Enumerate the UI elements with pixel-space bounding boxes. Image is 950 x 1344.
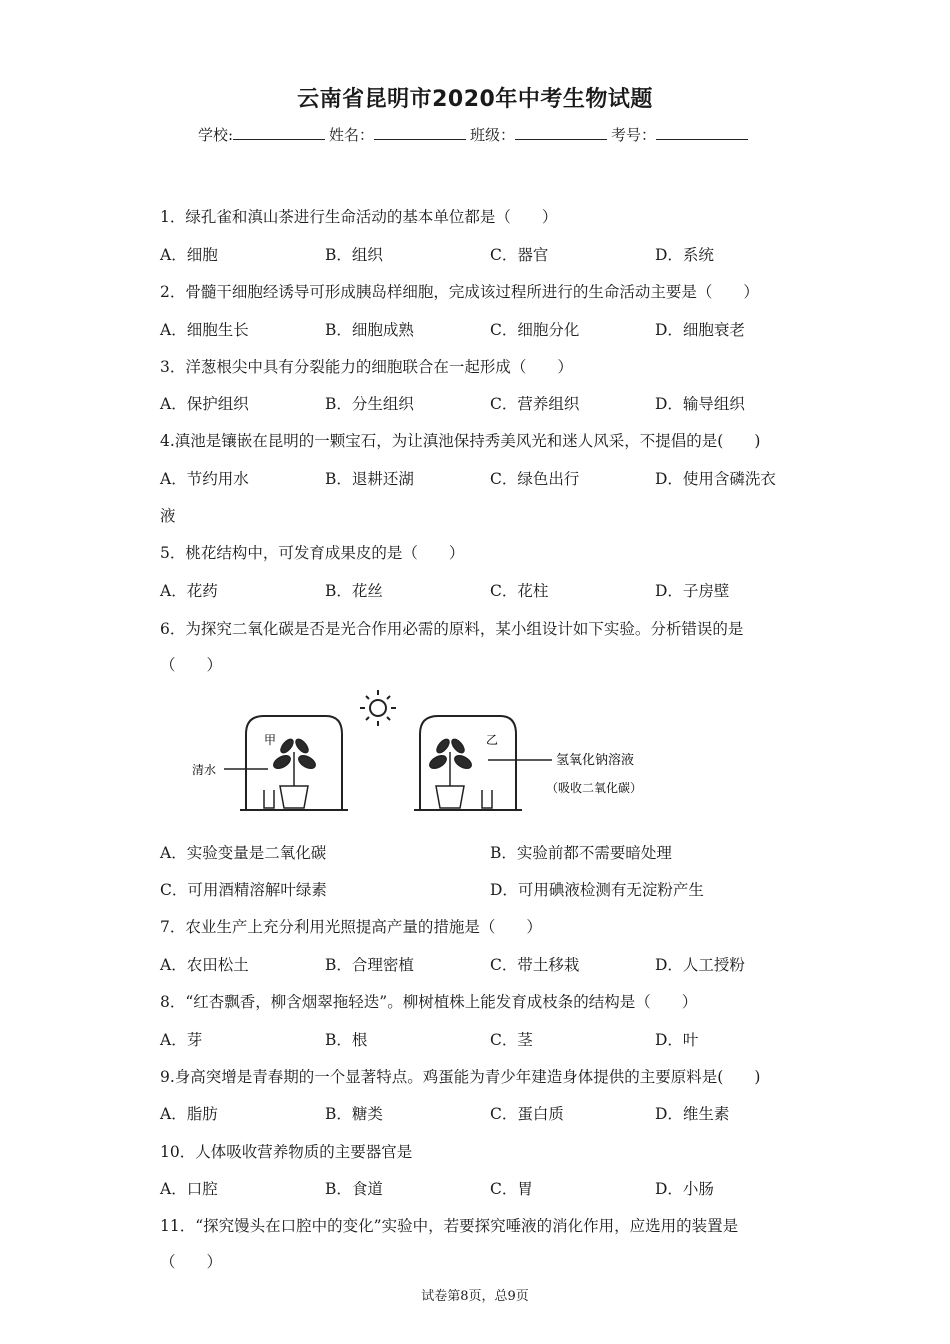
- option: D．小肠: [655, 1180, 714, 1198]
- option: B．糖类: [325, 1105, 383, 1123]
- question-7: 7．农业生产上充分利用光照提高产量的措施是（ ）: [160, 918, 542, 936]
- option: A．口腔: [160, 1180, 218, 1198]
- question-paren: （ ）: [160, 1253, 223, 1271]
- option: D．细胞衰老: [655, 321, 745, 339]
- option: C．花柱: [490, 582, 549, 600]
- question-2: 2．骨髓干细胞经诱导可形成胰岛样细胞，完成该过程所进行的生命活动主要是（ ）: [160, 283, 759, 301]
- sun-icon: [360, 690, 396, 726]
- number-label: 考号：: [611, 126, 657, 144]
- option: B．细胞成熟: [325, 321, 414, 339]
- option: C．器官: [490, 246, 549, 264]
- name-field[interactable]: [374, 125, 466, 140]
- option: D．叶: [655, 1031, 699, 1049]
- option: D．输导组织: [655, 395, 745, 413]
- option: C．带土移栽: [490, 956, 580, 974]
- option: C．蛋白质: [490, 1105, 564, 1123]
- option: A．保护组织: [160, 395, 249, 413]
- option: B．花丝: [325, 582, 383, 600]
- jar1-label: 甲: [264, 733, 277, 747]
- page-footer: 试卷第8页，总9页: [421, 1289, 529, 1304]
- beaker-2: [482, 790, 492, 808]
- option: C．胃: [490, 1180, 533, 1198]
- right-label-2: （吸收二氧化碳）: [546, 781, 643, 795]
- option: B．退耕还湖: [325, 470, 414, 488]
- question-11: 11．“探究馒头在口腔中的变化”实验中，若要探究唾液的消化作用，应选用的装置是: [160, 1217, 739, 1235]
- option: C．细胞分化: [490, 321, 580, 339]
- plant-2: [428, 737, 474, 808]
- question-4: 4.滇池是镶嵌在昆明的一颗宝石，为让滇池保持秀美风光和迷人风采，不提倡的是( ): [160, 432, 761, 450]
- option: C．茎: [490, 1031, 533, 1049]
- question-3: 3．洋葱根尖中具有分裂能力的细胞联合在一起形成（ ）: [160, 358, 573, 376]
- question-8: 8．“红杏飘香，柳含烟翠拖轻迭”。柳树植株上能发育成枝条的结构是（ ）: [160, 993, 698, 1011]
- experiment-figure: [180, 682, 720, 822]
- option: A．细胞生长: [160, 321, 249, 339]
- option: C．可用酒精溶解叶绿素: [160, 881, 327, 899]
- option: D．系统: [655, 246, 714, 264]
- question-9: 9.身高突增是青春期的一个显著特点。鸡蛋能为青少年建造身体提供的主要原料是( ): [160, 1068, 761, 1086]
- option: D．子房壁: [655, 582, 730, 600]
- school-label: 学校:: [197, 126, 233, 144]
- beaker-1: [264, 790, 274, 808]
- class-field[interactable]: [515, 125, 607, 140]
- right-label-1: 氢氧化钠溶液: [556, 753, 635, 768]
- question-5: 5．桃花结构中，可发育成果皮的是（ ）: [160, 544, 465, 562]
- option: A．实验变量是二氧化碳: [160, 844, 327, 862]
- question-6: 6．为探究二氧化碳是否是光合作用必需的原料，某小组设计如下实验。分析错误的是: [160, 620, 744, 638]
- option: C．营养组织: [490, 395, 580, 413]
- option: B．分生组织: [325, 395, 414, 413]
- option: A．细胞: [160, 246, 218, 264]
- student-info-line: [0, 124, 950, 145]
- page-title: 云南省昆明市2020年中考生物试题: [297, 87, 653, 112]
- option: B．组织: [325, 246, 383, 264]
- class-label: 班级：: [470, 126, 516, 144]
- jar2-label: 乙: [486, 733, 499, 747]
- option: B．实验前都不需要暗处理: [490, 844, 672, 862]
- option-wrap: 液: [160, 507, 176, 525]
- number-field[interactable]: [656, 125, 748, 140]
- option: A．花药: [160, 582, 218, 600]
- option: A．农田松土: [160, 956, 249, 974]
- left-label: 清水: [192, 763, 217, 777]
- question-paren: （ ）: [160, 656, 223, 674]
- option: A．节约用水: [160, 470, 249, 488]
- question-10: 10．人体吸收营养物质的主要器官是: [160, 1143, 413, 1161]
- option: B．合理密植: [325, 956, 414, 974]
- option: D．维生素: [655, 1105, 730, 1123]
- option: D．人工授粉: [655, 956, 745, 974]
- school-field[interactable]: [233, 125, 325, 140]
- plant-1: [272, 737, 318, 808]
- option: B．食道: [325, 1180, 383, 1198]
- option: A．芽: [160, 1031, 203, 1049]
- option: C．绿色出行: [490, 470, 580, 488]
- name-label: 姓名：: [329, 126, 375, 144]
- option: B．根: [325, 1031, 368, 1049]
- option: D．可用碘液检测有无淀粉产生: [490, 881, 704, 899]
- option: D．使用含磷洗衣: [655, 470, 776, 488]
- question-1: 1．绿孔雀和滇山茶进行生命活动的基本单位都是（ ）: [160, 208, 558, 226]
- option: A．脂肪: [160, 1105, 218, 1123]
